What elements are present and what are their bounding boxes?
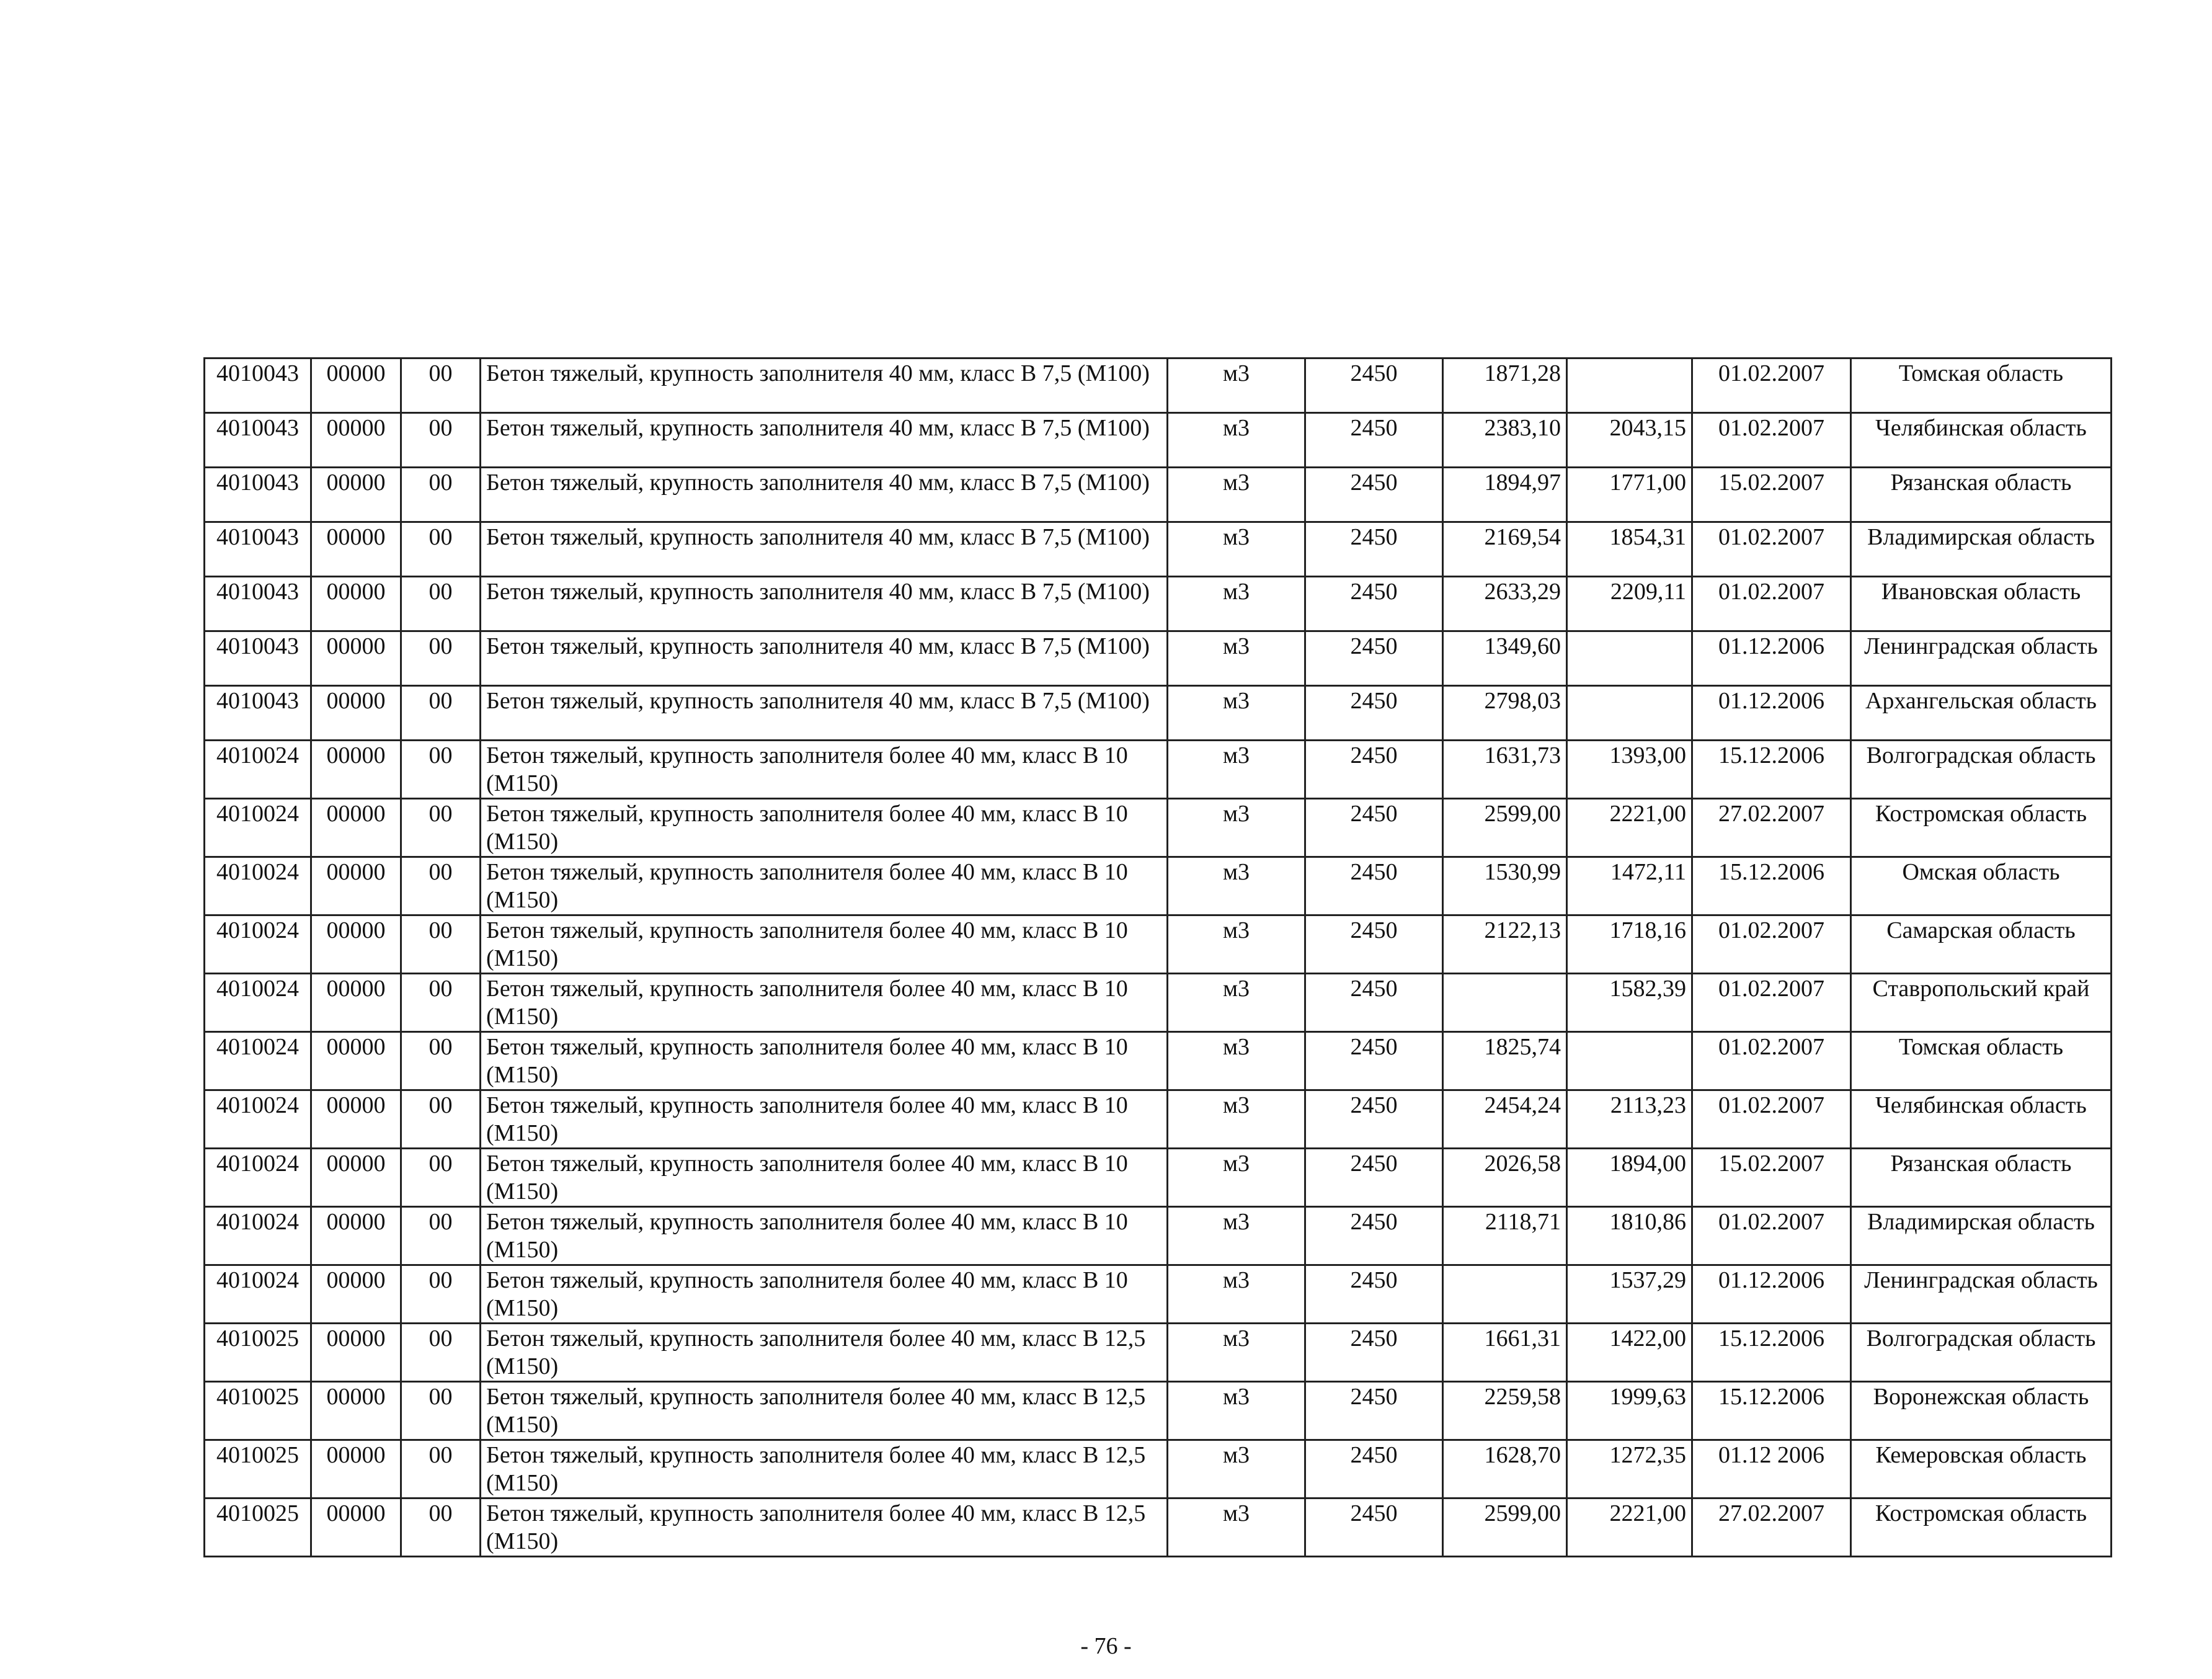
date-cell: 01.02.2007 [1692, 915, 1851, 974]
region-cell: Ленинградская область [1851, 631, 2112, 686]
material-name-cell: Бетон тяжелый, крупность заполнителя более 40 мм, класс В 10 (М150) [481, 1090, 1168, 1149]
item-code-cell: 4010024 [205, 1207, 311, 1265]
material-name-cell: Бетон тяжелый, крупность заполнителя более 40 мм, класс В 12,5 (М150) [481, 1499, 1168, 1557]
material-name-cell: Бетон тяжелый, крупность заполнителя более 40 мм, класс В 10 (М150) [481, 915, 1168, 974]
date-cell: 01.12.2006 [1692, 686, 1851, 741]
price-without-vat-cell: 1894,00 [1567, 1149, 1692, 1207]
table-row [205, 1149, 2112, 1207]
subcode-cell: 00000 [311, 799, 401, 857]
price-without-vat-cell: 1537,29 [1567, 1265, 1692, 1324]
unit-cell: м3 [1168, 1324, 1305, 1382]
table-row [205, 686, 2112, 741]
ext-code-cell: 00 [401, 577, 481, 631]
reference-value-cell: 2450 [1305, 1440, 1443, 1499]
ext-code-cell: 00 [401, 1265, 481, 1324]
price-with-vat-cell: 1349,60 [1443, 631, 1567, 686]
date-cell: 01.12.2006 [1692, 1265, 1851, 1324]
region-cell: Томская область [1851, 359, 2112, 413]
ext-code-cell: 00 [401, 1032, 481, 1090]
item-code-cell: 4010025 [205, 1440, 311, 1499]
item-code-cell: 4010025 [205, 1499, 311, 1557]
subcode-cell: 00000 [311, 413, 401, 468]
item-code-cell: 4010024 [205, 915, 311, 974]
unit-cell: м3 [1168, 1265, 1305, 1324]
subcode-cell: 00000 [311, 359, 401, 413]
price-with-vat-cell: 1825,74 [1443, 1032, 1567, 1090]
material-name-cell: Бетон тяжелый, крупность заполнителя более 40 мм, класс В 10 (М150) [481, 1032, 1168, 1090]
price-with-vat-cell: 1661,31 [1443, 1324, 1567, 1382]
region-cell: Воронежская область [1851, 1382, 2112, 1440]
date-cell: 01.02.2007 [1692, 577, 1851, 631]
unit-cell: м3 [1168, 413, 1305, 468]
date-cell: 27.02.2007 [1692, 1499, 1851, 1557]
price-with-vat-cell: 2454,24 [1443, 1090, 1567, 1149]
price-without-vat-cell [1567, 359, 1692, 413]
date-cell: 15.12.2006 [1692, 1324, 1851, 1382]
region-cell: Челябинская область [1851, 413, 2112, 468]
price-with-vat-cell: 1631,73 [1443, 741, 1567, 799]
subcode-cell: 00000 [311, 1265, 401, 1324]
ext-code-cell: 00 [401, 1090, 481, 1149]
item-code-cell: 4010024 [205, 1032, 311, 1090]
material-name-cell: Бетон тяжелый, крупность заполнителя более 40 мм, класс В 10 (М150) [481, 1149, 1168, 1207]
subcode-cell: 00000 [311, 1090, 401, 1149]
date-cell: 15.12.2006 [1692, 1382, 1851, 1440]
region-cell: Кемеровская область [1851, 1440, 2112, 1499]
subcode-cell: 00000 [311, 974, 401, 1032]
region-cell: Владимирская область [1851, 522, 2112, 577]
price-without-vat-cell: 2113,23 [1567, 1090, 1692, 1149]
region-cell: Томская область [1851, 1032, 2112, 1090]
ext-code-cell: 00 [401, 974, 481, 1032]
date-cell: 15.02.2007 [1692, 1149, 1851, 1207]
ext-code-cell: 00 [401, 1440, 481, 1499]
price-with-vat-cell: 1628,70 [1443, 1440, 1567, 1499]
ext-code-cell: 00 [401, 468, 481, 522]
table-row [205, 468, 2112, 522]
reference-value-cell: 2450 [1305, 413, 1443, 468]
price-with-vat-cell: 2599,00 [1443, 799, 1567, 857]
date-cell: 01.02.2007 [1692, 359, 1851, 413]
subcode-cell: 00000 [311, 1324, 401, 1382]
item-code-cell: 4010025 [205, 1324, 311, 1382]
item-code-cell: 4010024 [205, 1149, 311, 1207]
page-number: - 76 - [1080, 1633, 1132, 1659]
unit-cell: м3 [1168, 686, 1305, 741]
ext-code-cell: 00 [401, 857, 481, 915]
unit-cell: м3 [1168, 1382, 1305, 1440]
date-cell: 01.02.2007 [1692, 413, 1851, 468]
reference-value-cell: 2450 [1305, 1499, 1443, 1557]
table-row [205, 1207, 2112, 1265]
date-cell: 15.12.2006 [1692, 857, 1851, 915]
reference-value-cell: 2450 [1305, 686, 1443, 741]
table-row [205, 1499, 2112, 1557]
item-code-cell: 4010043 [205, 686, 311, 741]
price-without-vat-cell: 1272,35 [1567, 1440, 1692, 1499]
price-with-vat-cell: 1530,99 [1443, 857, 1567, 915]
reference-value-cell: 2450 [1305, 1149, 1443, 1207]
table-row [205, 522, 2112, 577]
ext-code-cell: 00 [401, 631, 481, 686]
table-row [205, 413, 2112, 468]
price-with-vat-cell [1443, 974, 1567, 1032]
unit-cell: м3 [1168, 631, 1305, 686]
price-with-vat-cell: 2599,00 [1443, 1499, 1567, 1557]
region-cell: Омская область [1851, 857, 2112, 915]
reference-value-cell: 2450 [1305, 577, 1443, 631]
price-without-vat-cell: 1999,63 [1567, 1382, 1692, 1440]
item-code-cell: 4010024 [205, 1265, 311, 1324]
subcode-cell: 00000 [311, 741, 401, 799]
material-name-cell: Бетон тяжелый, крупность заполнителя 40 мм, класс В 7,5 (М100) [481, 413, 1168, 468]
subcode-cell: 00000 [311, 686, 401, 741]
region-cell: Ставропольский край [1851, 974, 2112, 1032]
table-row [205, 857, 2112, 915]
date-cell: 01.02.2007 [1692, 1032, 1851, 1090]
region-cell: Рязанская область [1851, 1149, 2112, 1207]
unit-cell: м3 [1168, 741, 1305, 799]
price-without-vat-cell: 2209,11 [1567, 577, 1692, 631]
region-cell: Рязанская область [1851, 468, 2112, 522]
date-cell: 01.02.2007 [1692, 1207, 1851, 1265]
subcode-cell: 00000 [311, 1499, 401, 1557]
unit-cell: м3 [1168, 799, 1305, 857]
date-cell: 15.12.2006 [1692, 741, 1851, 799]
price-without-vat-cell: 1472,11 [1567, 857, 1692, 915]
price-with-vat-cell: 1871,28 [1443, 359, 1567, 413]
subcode-cell: 00000 [311, 468, 401, 522]
subcode-cell: 00000 [311, 631, 401, 686]
price-without-vat-cell: 1810,86 [1567, 1207, 1692, 1265]
region-cell: Челябинская область [1851, 1090, 2112, 1149]
reference-value-cell: 2450 [1305, 359, 1443, 413]
unit-cell: м3 [1168, 522, 1305, 577]
item-code-cell: 4010024 [205, 799, 311, 857]
reference-value-cell: 2450 [1305, 741, 1443, 799]
unit-cell: м3 [1168, 857, 1305, 915]
price-table [203, 357, 2112, 1557]
item-code-cell: 4010025 [205, 1382, 311, 1440]
region-cell: Костромская область [1851, 799, 2112, 857]
table-row [205, 359, 2112, 413]
price-without-vat-cell: 1718,16 [1567, 915, 1692, 974]
price-without-vat-cell: 2043,15 [1567, 413, 1692, 468]
date-cell: 27.02.2007 [1692, 799, 1851, 857]
price-with-vat-cell: 2118,71 [1443, 1207, 1567, 1265]
unit-cell: м3 [1168, 915, 1305, 974]
date-cell: 01.12.2006 [1692, 631, 1851, 686]
region-cell: Костромская область [1851, 1499, 2112, 1557]
price-with-vat-cell: 1894,97 [1443, 468, 1567, 522]
price-without-vat-cell: 2221,00 [1567, 1499, 1692, 1557]
subcode-cell: 00000 [311, 1032, 401, 1090]
region-cell: Самарская область [1851, 915, 2112, 974]
material-name-cell: Бетон тяжелый, крупность заполнителя 40 мм, класс В 7,5 (М100) [481, 359, 1168, 413]
region-cell: Архангельская область [1851, 686, 2112, 741]
date-cell: 01.02.2007 [1692, 974, 1851, 1032]
material-name-cell: Бетон тяжелый, крупность заполнителя более 40 мм, класс В 12,5 (М150) [481, 1324, 1168, 1382]
ext-code-cell: 00 [401, 686, 481, 741]
region-cell: Волгоградская область [1851, 1324, 2112, 1382]
reference-value-cell: 2450 [1305, 1032, 1443, 1090]
table-row [205, 1032, 2112, 1090]
unit-cell: м3 [1168, 1149, 1305, 1207]
material-name-cell: Бетон тяжелый, крупность заполнителя более 40 мм, класс В 10 (М150) [481, 741, 1168, 799]
price-without-vat-cell: 1582,39 [1567, 974, 1692, 1032]
unit-cell: м3 [1168, 1499, 1305, 1557]
item-code-cell: 4010043 [205, 413, 311, 468]
reference-value-cell: 2450 [1305, 522, 1443, 577]
ext-code-cell: 00 [401, 1324, 481, 1382]
table-body [205, 359, 2112, 1557]
ext-code-cell: 00 [401, 915, 481, 974]
item-code-cell: 4010043 [205, 468, 311, 522]
table-row [205, 1382, 2112, 1440]
date-cell: 01.12 2006 [1692, 1440, 1851, 1499]
table-row [205, 741, 2112, 799]
region-cell: Ивановская область [1851, 577, 2112, 631]
reference-value-cell: 2450 [1305, 468, 1443, 522]
price-without-vat-cell: 2221,00 [1567, 799, 1692, 857]
unit-cell: м3 [1168, 468, 1305, 522]
price-without-vat-cell [1567, 686, 1692, 741]
price-without-vat-cell: 1422,00 [1567, 1324, 1692, 1382]
subcode-cell: 00000 [311, 857, 401, 915]
item-code-cell: 4010043 [205, 631, 311, 686]
material-name-cell: Бетон тяжелый, крупность заполнителя более 40 мм, класс В 10 (М150) [481, 857, 1168, 915]
table-row [205, 1440, 2112, 1499]
table-row [205, 631, 2112, 686]
unit-cell: м3 [1168, 974, 1305, 1032]
material-name-cell: Бетон тяжелый, крупность заполнителя более 40 мм, класс В 10 (М150) [481, 1265, 1168, 1324]
reference-value-cell: 2450 [1305, 1090, 1443, 1149]
table-row [205, 1090, 2112, 1149]
price-with-vat-cell: 2383,10 [1443, 413, 1567, 468]
region-cell: Владимирская область [1851, 1207, 2112, 1265]
table-row [205, 577, 2112, 631]
price-without-vat-cell [1567, 1032, 1692, 1090]
item-code-cell: 4010043 [205, 522, 311, 577]
price-without-vat-cell: 1393,00 [1567, 741, 1692, 799]
reference-value-cell: 2450 [1305, 915, 1443, 974]
subcode-cell: 00000 [311, 577, 401, 631]
material-name-cell: Бетон тяжелый, крупность заполнителя 40 мм, класс В 7,5 (М100) [481, 631, 1168, 686]
reference-value-cell: 2450 [1305, 799, 1443, 857]
price-with-vat-cell: 2798,03 [1443, 686, 1567, 741]
unit-cell: м3 [1168, 1090, 1305, 1149]
material-name-cell: Бетон тяжелый, крупность заполнителя 40 мм, класс В 7,5 (М100) [481, 522, 1168, 577]
unit-cell: м3 [1168, 359, 1305, 413]
table-row [205, 799, 2112, 857]
table-row [205, 1324, 2112, 1382]
material-name-cell: Бетон тяжелый, крупность заполнителя 40 мм, класс В 7,5 (М100) [481, 686, 1168, 741]
price-with-vat-cell: 2122,13 [1443, 915, 1567, 974]
unit-cell: м3 [1168, 577, 1305, 631]
ext-code-cell: 00 [401, 522, 481, 577]
price-without-vat-cell [1567, 631, 1692, 686]
material-name-cell: Бетон тяжелый, крупность заполнителя 40 мм, класс В 7,5 (М100) [481, 468, 1168, 522]
table-row [205, 1265, 2112, 1324]
subcode-cell: 00000 [311, 915, 401, 974]
date-cell: 15.02.2007 [1692, 468, 1851, 522]
reference-value-cell: 2450 [1305, 1207, 1443, 1265]
unit-cell: м3 [1168, 1032, 1305, 1090]
price-without-vat-cell: 1854,31 [1567, 522, 1692, 577]
ext-code-cell: 00 [401, 799, 481, 857]
material-name-cell: Бетон тяжелый, крупность заполнителя более 40 мм, класс В 12,5 (М150) [481, 1440, 1168, 1499]
reference-value-cell: 2450 [1305, 1265, 1443, 1324]
price-with-vat-cell: 2026,58 [1443, 1149, 1567, 1207]
region-cell: Волгоградская область [1851, 741, 2112, 799]
ext-code-cell: 00 [401, 741, 481, 799]
region-cell: Ленинградская область [1851, 1265, 2112, 1324]
price-with-vat-cell [1443, 1265, 1567, 1324]
unit-cell: м3 [1168, 1207, 1305, 1265]
subcode-cell: 00000 [311, 1149, 401, 1207]
reference-value-cell: 2450 [1305, 857, 1443, 915]
date-cell: 01.02.2007 [1692, 1090, 1851, 1149]
table-row [205, 915, 2112, 974]
reference-value-cell: 2450 [1305, 974, 1443, 1032]
price-with-vat-cell: 2259,58 [1443, 1382, 1567, 1440]
material-name-cell: Бетон тяжелый, крупность заполнителя более 40 мм, класс В 10 (М150) [481, 799, 1168, 857]
subcode-cell: 00000 [311, 1440, 401, 1499]
item-code-cell: 4010024 [205, 974, 311, 1032]
material-name-cell: Бетон тяжелый, крупность заполнителя 40 мм, класс В 7,5 (М100) [481, 577, 1168, 631]
item-code-cell: 4010024 [205, 1090, 311, 1149]
item-code-cell: 4010043 [205, 577, 311, 631]
price-without-vat-cell: 1771,00 [1567, 468, 1692, 522]
subcode-cell: 00000 [311, 522, 401, 577]
item-code-cell: 4010024 [205, 741, 311, 799]
item-code-cell: 4010043 [205, 359, 311, 413]
subcode-cell: 00000 [311, 1382, 401, 1440]
ext-code-cell: 00 [401, 1382, 481, 1440]
ext-code-cell: 00 [401, 359, 481, 413]
unit-cell: м3 [1168, 1440, 1305, 1499]
table-row [205, 974, 2112, 1032]
ext-code-cell: 00 [401, 413, 481, 468]
ext-code-cell: 00 [401, 1149, 481, 1207]
price-with-vat-cell: 2633,29 [1443, 577, 1567, 631]
reference-value-cell: 2450 [1305, 631, 1443, 686]
ext-code-cell: 00 [401, 1499, 481, 1557]
price-with-vat-cell: 2169,54 [1443, 522, 1567, 577]
material-name-cell: Бетон тяжелый, крупность заполнителя более 40 мм, класс В 10 (М150) [481, 974, 1168, 1032]
date-cell: 01.02.2007 [1692, 522, 1851, 577]
material-name-cell: Бетон тяжелый, крупность заполнителя более 40 мм, класс В 10 (М150) [481, 1207, 1168, 1265]
reference-value-cell: 2450 [1305, 1382, 1443, 1440]
material-name-cell: Бетон тяжелый, крупность заполнителя более 40 мм, класс В 12,5 (М150) [481, 1382, 1168, 1440]
reference-value-cell: 2450 [1305, 1324, 1443, 1382]
subcode-cell: 00000 [311, 1207, 401, 1265]
ext-code-cell: 00 [401, 1207, 481, 1265]
item-code-cell: 4010024 [205, 857, 311, 915]
